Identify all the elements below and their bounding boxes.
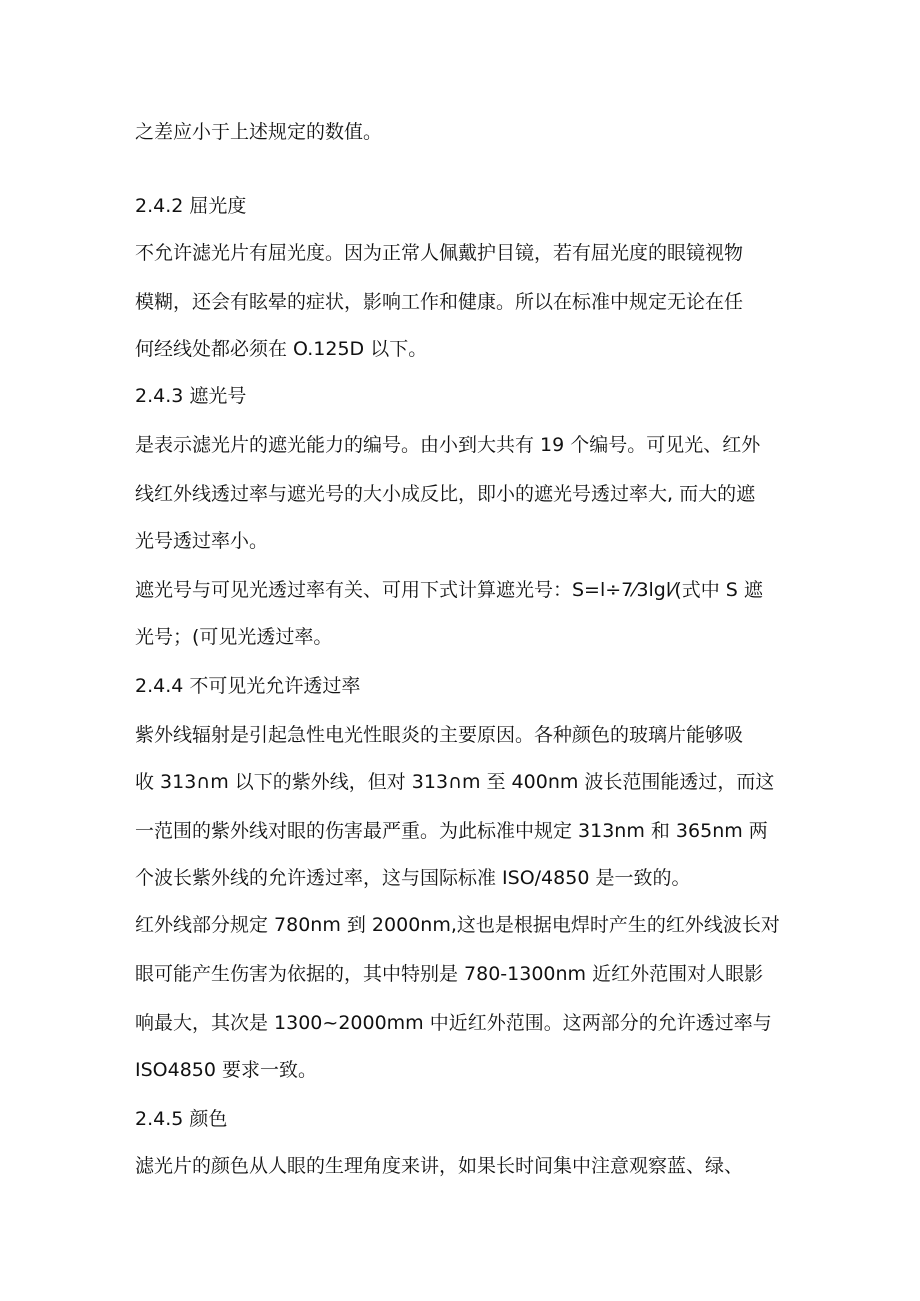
text-line: 红外线部分规定 780nm 到 2000nm,这也是根据电焊时产生的红外线波长对 <box>135 914 780 936</box>
text-line: 收 313∩m 以下的紫外线，但对 313∩m 至 400nm 波长范围能透过，而这 <box>135 771 775 793</box>
text-line: 光号；(可见光透过率。 <box>135 626 333 648</box>
text-line: 响最大，其次是 1300~2000mm 中近红外范围。这两部分的允许透过率与 <box>135 1012 772 1034</box>
text-line: 线红外线透过率与遮光号的大小成反比，即小的遮光号透过率大, 而大的遮 <box>135 483 756 505</box>
section-heading-2-4-5: 2.4.5 颜色 <box>135 1108 228 1130</box>
text-line: 之差应小于上述规定的数值。 <box>135 121 383 143</box>
text-line: 何经线处都必须在 O.125D 以下。 <box>135 338 428 360</box>
text-line: 一范围的紫外线对眼的伤害最严重。为此标准中规定 313nm 和 365nm 两 <box>135 820 768 842</box>
text-line: 滤光片的颜色从人眼的生理角度来讲，如果长时间集中注意观察蓝、绿、 <box>135 1155 744 1177</box>
section-heading-2-4-4: 2.4.4 不可见光允许透过率 <box>135 675 361 697</box>
text-line: 模糊，还会有眩晕的症状，影响工作和健康。所以在标准中规定无论在任 <box>135 291 744 313</box>
text-line: 个波长紫外线的允许透过率，这与国际标准 ISO/4850 是一致的。 <box>135 867 691 889</box>
text-line: 遮光号与可见光透过率有关、可用下式计算遮光号：S=l÷7⁄3lgl⁄(式中 S 遮 <box>135 579 763 601</box>
section-heading-2-4-3: 2.4.3 遮光号 <box>135 385 247 407</box>
text-line: 紫外线辐射是引起急性电光性眼炎的主要原因。各种颜色的玻璃片能够吸 <box>135 724 744 746</box>
text-line: 不允许滤光片有屈光度。因为正常人佩戴护目镜，若有屈光度的眼镜视物 <box>135 242 744 264</box>
text-line: 光号透过率小。 <box>135 530 269 552</box>
text-line: ISO4850 要求一致。 <box>135 1059 318 1081</box>
text-line: 眼可能产生伤害为依据的，其中特别是 780-1300nm 近红外范围对人眼影 <box>135 963 764 985</box>
text-line: 是表示滤光片的遮光能力的编号。由小到大共有 19 个编号。可见光、红外 <box>135 434 761 456</box>
section-heading-2-4-2: 2.4.2 屈光度 <box>135 195 247 217</box>
